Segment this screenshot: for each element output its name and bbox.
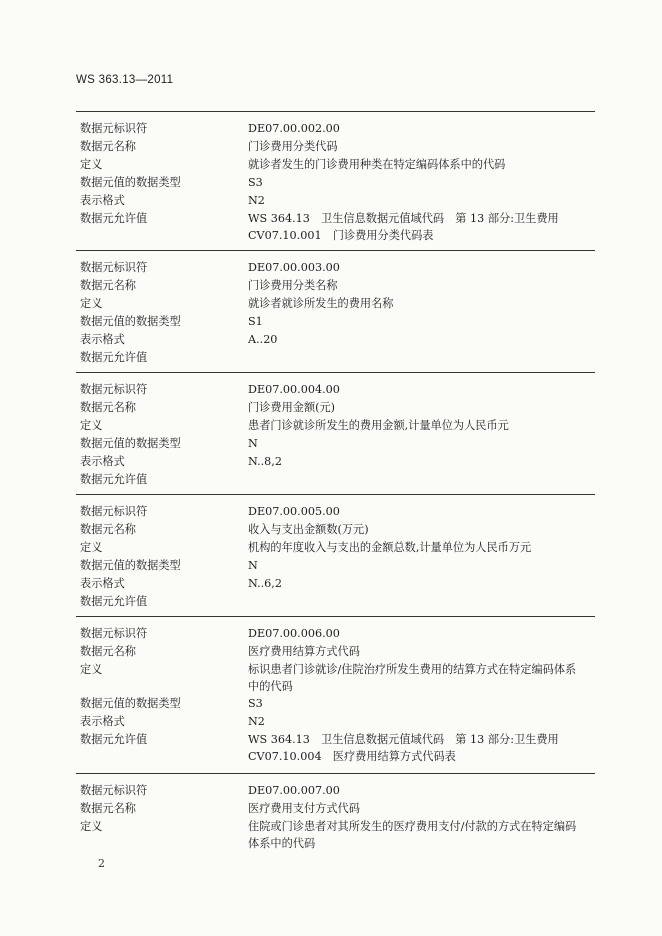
field-value: 就诊者发生的门诊费用种类在特定编码体系中的代码	[248, 158, 506, 171]
field-label: 定义	[80, 297, 103, 310]
field-value-line: 住院或门诊患者对其所发生的医疗费用支付/付款的方式在特定编码	[248, 820, 577, 833]
field-value: 门诊费用分类代码	[248, 140, 338, 153]
field-label: 表示格式	[80, 455, 125, 468]
field-label: 数据元标识符	[80, 505, 148, 518]
data-element-block	[0, 782, 662, 852]
field-label: 数据元允许值	[80, 595, 148, 608]
field-label: 数据元名称	[80, 279, 136, 292]
field-value: DE07.00.006.00	[248, 627, 340, 640]
data-element-block	[0, 259, 662, 367]
section-divider	[76, 773, 595, 774]
field-label: 表示格式	[80, 577, 125, 590]
field-value	[248, 661, 598, 695]
field-value-line: 标识患者门诊就诊/住院治疗所发生费用的结算方式在特定编码体系	[248, 663, 577, 676]
field-value: 收入与支出金额数(万元)	[248, 523, 369, 536]
field-value	[248, 818, 598, 852]
field-value-line: CV07.10.001 门诊费用分类代码表	[248, 229, 434, 242]
field-value: S3	[248, 176, 263, 189]
field-value: S1	[248, 315, 263, 328]
field-value: S3	[248, 697, 263, 710]
field-value: DE07.00.003.00	[248, 261, 340, 274]
field-value	[248, 210, 598, 244]
field-value-line: WS 364.13 卫生信息数据元值域代码 第 13 部分:卫生费用	[248, 212, 559, 225]
field-value: N..6,2	[248, 577, 282, 590]
field-value: N..8,2	[248, 455, 282, 468]
field-label: 数据元值的数据类型	[80, 697, 181, 710]
field-value-line: WS 364.13 卫生信息数据元值域代码 第 13 部分:卫生费用	[248, 733, 559, 746]
data-element-block	[0, 503, 662, 611]
section-divider	[76, 372, 595, 373]
field-label: 表示格式	[80, 194, 125, 207]
page-number: 2	[98, 857, 105, 870]
field-value: 门诊费用分类名称	[248, 279, 338, 292]
field-label: 数据元值的数据类型	[80, 437, 181, 450]
field-value	[248, 731, 598, 765]
field-value: N	[248, 437, 258, 450]
data-element-block	[0, 625, 662, 765]
field-value: DE07.00.004.00	[248, 383, 340, 396]
section-divider	[76, 111, 595, 112]
field-label: 表示格式	[80, 333, 125, 346]
field-value: 就诊者就诊所发生的费用名称	[248, 297, 394, 310]
field-value: A..20	[248, 333, 278, 346]
field-label: 数据元值的数据类型	[80, 176, 181, 189]
field-label: 数据元值的数据类型	[80, 315, 181, 328]
section-divider	[76, 250, 595, 251]
field-label: 定义	[80, 541, 103, 554]
field-value: 机构的年度收入与支出的金额总数,计量单位为人民币万元	[248, 541, 532, 554]
field-label: 数据元名称	[80, 523, 136, 536]
field-value-line: CV07.10.004 医疗费用结算方式代码表	[248, 750, 456, 763]
field-value: 门诊费用金额(元)	[248, 401, 336, 414]
field-label: 数据元名称	[80, 401, 136, 414]
field-label: 数据元标识符	[80, 627, 148, 640]
field-label: 数据元允许值	[80, 733, 148, 746]
field-label: 定义	[80, 663, 103, 676]
field-value: DE07.00.005.00	[248, 505, 340, 518]
field-label: 表示格式	[80, 715, 125, 728]
section-divider	[76, 494, 595, 495]
field-label: 定义	[80, 158, 103, 171]
field-value: DE07.00.002.00	[248, 122, 340, 135]
field-value: N2	[248, 715, 265, 728]
field-label: 数据元标识符	[80, 383, 148, 396]
field-value: 医疗费用支付方式代码	[248, 802, 360, 815]
field-value: N2	[248, 194, 265, 207]
field-value: 患者门诊就诊所发生的费用金额,计量单位为人民币元	[248, 419, 509, 432]
field-label: 数据元名称	[80, 140, 136, 153]
data-element-block	[0, 120, 662, 244]
field-label: 定义	[80, 419, 103, 432]
section-divider	[76, 616, 595, 617]
field-label: 数据元标识符	[80, 122, 148, 135]
field-label: 数据元名称	[80, 802, 136, 815]
field-label: 定义	[80, 820, 103, 833]
standard-header: WS 363.13—2011	[76, 74, 174, 86]
field-label: 数据元标识符	[80, 261, 148, 274]
field-label: 数据元允许值	[80, 351, 148, 364]
field-value-line: 中的代码	[248, 680, 293, 693]
field-label: 数据元名称	[80, 645, 136, 658]
field-label: 数据元值的数据类型	[80, 559, 181, 572]
field-value: N	[248, 559, 258, 572]
field-value: DE07.00.007.00	[248, 784, 340, 797]
field-value-line: 体系中的代码	[248, 837, 316, 850]
field-value: 医疗费用结算方式代码	[248, 645, 360, 658]
field-label: 数据元允许值	[80, 473, 148, 486]
field-label: 数据元允许值	[80, 212, 148, 225]
field-label: 数据元标识符	[80, 784, 148, 797]
data-element-block	[0, 381, 662, 489]
